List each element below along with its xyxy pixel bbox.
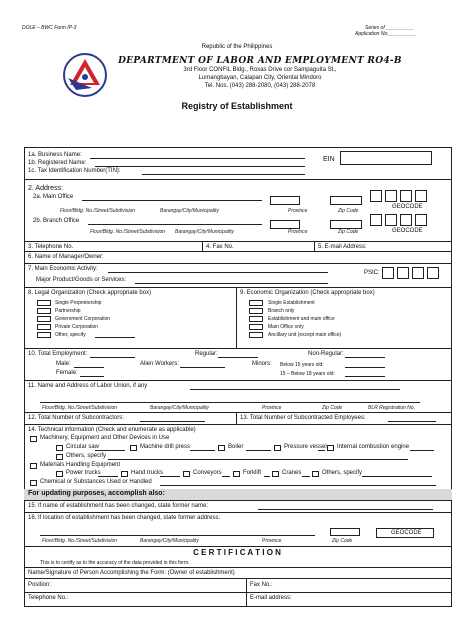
minors-label: Minors:	[252, 361, 272, 367]
cert-telephone-label: Telephone No.:	[28, 595, 69, 601]
dole-logo	[62, 52, 108, 98]
geocode-cell[interactable]	[385, 190, 397, 202]
divider	[24, 592, 452, 593]
nonregular-label: Non-Regular:	[308, 351, 344, 357]
legal-checkbox[interactable]	[37, 308, 51, 314]
business-name-label: 1a. Business Name:	[28, 152, 82, 158]
legal-item: Other, specify	[55, 332, 86, 338]
total-employment-field[interactable]	[90, 351, 135, 358]
former-address-label: 16. If location of establishment has been changed, state former address:	[28, 515, 221, 521]
former-geocode-label: GEOCODE	[391, 530, 422, 536]
machine-drill-field[interactable]	[190, 444, 215, 451]
economic-checkbox[interactable]	[249, 308, 263, 314]
legal-checkbox[interactable]	[37, 324, 51, 330]
geocode-label-2: GEOCODE	[392, 228, 423, 234]
hand-trucks-checkbox[interactable]	[121, 471, 128, 477]
subcontractors-field[interactable]	[140, 415, 205, 422]
economic-checkbox[interactable]	[249, 300, 263, 306]
age15to18-label: 15 – Below 18 years old:	[280, 371, 335, 377]
regular-field[interactable]	[218, 351, 258, 358]
registered-name-label: 1b. Registered Name:	[28, 160, 87, 166]
others2-field[interactable]	[362, 470, 432, 477]
sub-blr: BLR Registration No.	[368, 405, 415, 411]
updating-heading: For updating purposes, accomplish also:	[28, 490, 165, 497]
chemical-field[interactable]	[160, 479, 436, 486]
below15-field[interactable]	[345, 362, 385, 368]
alien-field[interactable]	[180, 361, 225, 368]
geocode-cell[interactable]	[400, 190, 412, 202]
hand-trucks-field[interactable]	[160, 470, 180, 477]
cert-email-label: E-mail address:	[250, 595, 292, 601]
business-name-field[interactable]	[90, 152, 305, 159]
economic-checkbox[interactable]	[249, 324, 263, 330]
materials-label: Materials Handling Equipment	[40, 462, 121, 468]
pressure-vessel-checkbox[interactable]	[274, 445, 281, 451]
divider	[24, 424, 452, 425]
legal-item: Single Proprietorship	[55, 300, 102, 306]
former-name-field[interactable]	[258, 503, 433, 510]
boiler-label: Boiler	[228, 444, 244, 450]
divider	[24, 546, 452, 547]
circular-saw-checkbox[interactable]	[56, 445, 63, 451]
cranes-checkbox[interactable]	[272, 471, 279, 477]
branch-office-field[interactable]	[88, 218, 262, 225]
divider	[24, 512, 452, 513]
female-label: Female:	[56, 370, 78, 376]
others-field[interactable]	[108, 453, 408, 460]
cranes-label: Cranes	[282, 470, 302, 476]
application-no-label: Application No.__________	[355, 31, 417, 37]
male-field[interactable]	[74, 361, 104, 368]
divider	[202, 241, 203, 251]
registered-name-field[interactable]	[95, 160, 305, 167]
conveyors-label: Conveyors	[193, 470, 222, 476]
tin-field[interactable]	[142, 168, 305, 175]
total-employment-label: 10. Total Employment:	[28, 351, 88, 357]
chemical-checkbox[interactable]	[30, 480, 37, 486]
age15to18-field[interactable]	[345, 371, 385, 377]
others-checkbox[interactable]	[56, 454, 63, 460]
branch-province-field[interactable]	[270, 220, 300, 229]
divider	[24, 179, 452, 180]
certification-title: C E R T I F I C A T I O N	[193, 548, 281, 557]
main-province-field[interactable]	[270, 196, 300, 205]
circular-saw-label: Circular saw	[66, 444, 100, 450]
legal-other-field[interactable]	[95, 332, 135, 338]
divider	[24, 241, 452, 242]
sub-street: Floor/Bldg. No./Street/Subdivision	[60, 208, 136, 214]
pressure-vessel-label: Pressure vessel	[284, 444, 327, 450]
divider	[24, 380, 452, 381]
economic-checkbox[interactable]	[249, 316, 263, 322]
divider	[24, 578, 452, 579]
male-label: Male:	[56, 361, 71, 367]
geocode-label-1: GEOCODE	[392, 204, 423, 210]
psic-cell[interactable]	[397, 267, 409, 279]
union-name-field[interactable]	[190, 383, 400, 390]
divider	[24, 348, 452, 349]
legal-item: Private Corporation	[55, 324, 99, 330]
form-title: Registry of Establishment	[181, 101, 293, 111]
machine-drill-checkbox[interactable]	[130, 445, 137, 451]
power-trucks-checkbox[interactable]	[56, 471, 63, 477]
union-address-field[interactable]	[40, 396, 420, 403]
sub-street: Floor/Bldg. No./Street/Subdivision	[42, 538, 118, 544]
subcontracted-employees-field[interactable]	[388, 415, 436, 422]
geocode-cell[interactable]	[415, 214, 427, 226]
regular-label: Regular:	[195, 351, 218, 357]
economic-item: Single Establishment	[268, 300, 315, 306]
economic-checkbox[interactable]	[249, 332, 263, 338]
pressure-vessel-field[interactable]	[318, 444, 325, 451]
power-trucks-label: Power trucks	[66, 470, 101, 476]
geocode-cell[interactable]	[415, 190, 427, 202]
forklift-checkbox[interactable]	[233, 471, 240, 477]
department-name: DEPARTMENT OF LABOR AND EMPLOYMENT RO4-B	[118, 56, 402, 66]
union-label: 11. Name and Address of Labor Union, if any	[28, 383, 148, 389]
address-line-2: Lumangbayan, Calapan City, Oriental Mindoro	[198, 75, 322, 81]
machinery-label: Machinery, Equipment and Other Devices in Use	[40, 435, 170, 441]
conveyors-field[interactable]	[222, 470, 230, 477]
economic-item: Main Office only	[268, 324, 304, 330]
psic-cell[interactable]	[427, 267, 439, 279]
nonregular-field[interactable]	[345, 351, 385, 358]
main-office-label: 2a. Main Office	[33, 194, 74, 200]
cranes-field[interactable]	[302, 470, 310, 477]
legal-checkbox[interactable]	[37, 300, 51, 306]
forklift-field[interactable]	[264, 470, 270, 477]
economic-org-label: 9. Economic Organization (Check appropriate box)	[240, 290, 375, 296]
sub-province: Province	[288, 229, 308, 235]
ein-field[interactable]	[340, 151, 432, 165]
sub-zip: Zip Code	[322, 405, 343, 411]
psic-cell[interactable]	[412, 267, 424, 279]
internal-combustion-checkbox[interactable]	[327, 445, 334, 451]
name-signature-label: Name/Signature of Person Accomplishing the Form: (Owner of establishment)	[28, 570, 235, 576]
economic-item: Establishment and main office	[268, 316, 335, 322]
main-office-field[interactable]	[82, 194, 262, 201]
economic-item: Ancillary unit (except main office)	[268, 332, 342, 338]
boiler-field[interactable]	[246, 444, 271, 451]
address-line-1: 3rd Floor CONFIL Bldg., Roxas Drive cor Sampaguita St.,	[183, 67, 337, 73]
main-zip-field[interactable]	[330, 196, 362, 205]
chemical-label: Chemical or Substances Used or Handled	[40, 479, 152, 485]
divider	[24, 567, 452, 568]
tin-label: 1c. Tax Identification Number(TIN):	[28, 168, 121, 174]
female-field[interactable]	[80, 370, 104, 377]
legal-item: Partnership	[55, 308, 81, 314]
telephone-numbers: Tel. Nos. (043) 288-2080, (043) 288-2078	[204, 83, 316, 89]
ein-label: EIN	[323, 156, 335, 163]
others2-label: Others, specify	[322, 470, 363, 476]
alien-label: Alien Workers:	[140, 361, 179, 367]
series-label: Series of __________	[365, 25, 414, 31]
divider	[24, 500, 452, 501]
subcontracted-employees-label: 13. Total Number of Subcontracted Employees:	[240, 415, 366, 421]
divider	[236, 412, 237, 424]
others2-checkbox[interactable]	[312, 471, 319, 477]
boiler-checkbox[interactable]	[218, 445, 225, 451]
sub-street: Floor/Bldg. No./Street/Subdivision	[42, 405, 118, 411]
branch-zip-field[interactable]	[330, 220, 362, 229]
divider	[236, 287, 237, 348]
manager-label: 6. Name of Manager/Owner:	[28, 254, 104, 260]
internal-combustion-label: Internal combustion engine	[337, 444, 410, 450]
power-trucks-field[interactable]	[98, 470, 118, 477]
forklift-label: Forklift	[243, 470, 261, 476]
former-name-label: 15. If name of establishment has been changed, state former name:	[28, 503, 209, 509]
fax-label: 4. Fax No.	[206, 244, 234, 250]
products-label: Major Product/Goods or Services:	[36, 277, 127, 283]
republic-text: Republic of the Philippines	[201, 44, 273, 50]
below15-label: Below 15 years old:	[280, 362, 324, 368]
conveyors-checkbox[interactable]	[183, 471, 190, 477]
former-address-field[interactable]	[40, 529, 315, 536]
sub-barangay: Barangay/City/Municipality	[150, 405, 209, 411]
legal-checkbox[interactable]	[37, 316, 51, 322]
legal-checkbox[interactable]	[37, 332, 51, 338]
certification-text: This is to certify as to the accuracy of the data provided in this form.	[40, 560, 190, 566]
psic-cell[interactable]	[382, 267, 394, 279]
geocode-cell[interactable]	[385, 214, 397, 226]
sub-barangay: Barangay/City/Municipality	[175, 229, 234, 235]
sub-zip: Zip Code	[338, 208, 359, 214]
sub-zip: Zip Code	[338, 229, 359, 235]
divider	[24, 412, 452, 413]
divider	[24, 287, 452, 288]
products-field[interactable]	[135, 277, 328, 284]
divider	[24, 263, 452, 264]
psic-label: PSIC:	[364, 270, 380, 276]
hand-trucks-label: Hand trucks	[131, 470, 164, 476]
main-activity-field[interactable]	[108, 266, 328, 273]
sub-street: Floor/Bldg. No./Street/Subdivision	[90, 229, 166, 235]
geocode-cell[interactable]	[400, 214, 412, 226]
position-label: Position:	[28, 582, 52, 588]
divider	[314, 241, 315, 251]
former-zip-field[interactable]	[330, 528, 360, 536]
machine-drill-label: Machine drill press	[140, 444, 191, 450]
sub-zip: Zip Code	[332, 538, 353, 544]
legal-item: Government Corporation	[55, 316, 111, 322]
geocode-cell[interactable]	[370, 190, 382, 202]
sub-province: Province	[262, 405, 282, 411]
telephone-label: 3. Telephone No.	[28, 244, 74, 250]
internal-combustion-field[interactable]	[410, 444, 434, 451]
geocode-cell[interactable]	[370, 214, 382, 226]
branch-office-label: 2b. Branch Office	[33, 218, 80, 224]
sub-barangay: Barangay/City/Municipality	[160, 208, 219, 214]
sub-barangay: Barangay/City/Municipality	[140, 538, 199, 544]
cert-fax-label: Fax No.:	[250, 582, 273, 588]
divider	[24, 251, 452, 252]
address-label: 2. Address:	[28, 185, 64, 192]
sub-province: Province	[262, 538, 282, 544]
circular-saw-field[interactable]	[95, 444, 125, 451]
sub-province: Province	[288, 208, 308, 214]
materials-checkbox[interactable]	[30, 463, 37, 469]
economic-item: Branch only	[268, 308, 295, 314]
legal-org-label: 8. Legal Organization (Check appropriate box)	[28, 290, 152, 296]
main-activity-label: 7. Main Economic Activity:	[28, 266, 98, 272]
others-label: Others, specify	[66, 453, 107, 459]
email-label: 5. E-mail Address:	[318, 244, 367, 250]
form-code: DOLE – BWC Form IP-3	[22, 25, 77, 31]
subcontractors-label: 12. Total Number of Subcontractors:	[28, 415, 124, 421]
machinery-checkbox[interactable]	[30, 436, 37, 442]
technical-label: 14. Technical information (Check and enumerate as applicable)	[28, 427, 196, 433]
